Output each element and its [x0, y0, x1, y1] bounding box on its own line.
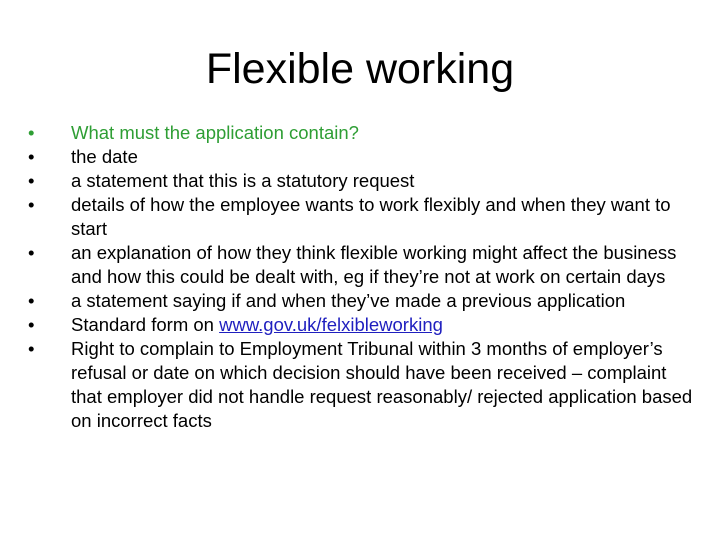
bullet-text: the date	[71, 146, 138, 167]
bullet-text: details of how the employee wants to work flexibly and when they want to start	[71, 194, 671, 239]
bullet-item-date	[28, 145, 698, 169]
bullet-marker: •	[28, 242, 35, 263]
bullet-item-standard-form	[28, 313, 698, 337]
bullet-list	[28, 121, 698, 433]
bullet-text: Right to complain to Employment Tribunal within 3 months of employer’s refusal or date on which decision should have been received – complaint that employer did not handle request reasonably/ rejected application based on incorrect facts	[71, 338, 693, 431]
bullet-item-details	[28, 193, 698, 241]
bullet-text: a statement that this is a statutory request	[71, 170, 415, 191]
bullet-marker: •	[28, 146, 35, 167]
bullet-item-explanation	[28, 241, 698, 289]
bullet-item-previous	[28, 289, 698, 313]
slide-title: Flexible working	[205, 45, 515, 93]
bullet-text: Standard form on	[71, 314, 220, 335]
bullet-marker: •	[28, 290, 35, 311]
bullet-marker: •	[28, 194, 35, 215]
bullet-text: a statement saying if and when they’ve made a previous application	[71, 290, 626, 311]
bullet-item-tribunal	[28, 337, 698, 433]
bullet-item-question	[28, 121, 698, 145]
bullet-marker: •	[28, 170, 35, 191]
flexible-working-link[interactable]: www.gov.uk/felxibleworking	[219, 314, 443, 335]
bullet-marker: •	[28, 122, 35, 143]
bullet-item-statutory	[28, 169, 698, 193]
bullet-marker: •	[28, 338, 35, 359]
bullet-text: What must the application contain?	[71, 122, 359, 143]
bullet-marker: •	[28, 314, 35, 335]
bullet-text: an explanation of how they think flexible working might affect the business and how this could be dealt with, eg if they’re not at work on certain days	[71, 242, 677, 287]
